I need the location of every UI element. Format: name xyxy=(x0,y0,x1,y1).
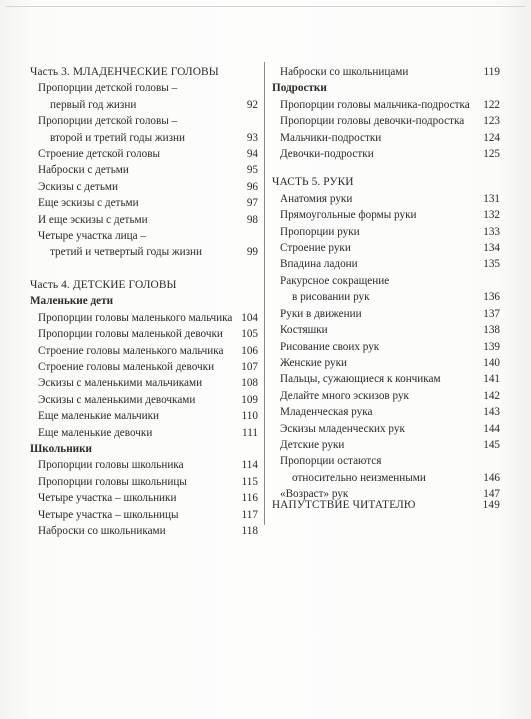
toc-entry[interactable] xyxy=(30,490,262,506)
entry-title-line: Прямоугольные формы руки xyxy=(280,209,417,222)
section-gap xyxy=(272,162,504,174)
entry-page-number: 142 xyxy=(483,389,500,402)
entry-title-line: Женские руки xyxy=(280,356,348,369)
section-subtitle: Школьники xyxy=(30,442,93,455)
entry-title-line: Девочки-подростки xyxy=(280,148,374,161)
entry-title-line: Анатомия руки xyxy=(280,192,353,205)
toc-entry[interactable] xyxy=(30,359,262,375)
entry-page-number: 140 xyxy=(483,356,500,369)
entry-title-line: Пропорции детской головы – xyxy=(38,82,178,95)
toc-entry[interactable] xyxy=(272,191,504,207)
entry-title-line: Четыре участка лица – xyxy=(38,230,146,243)
entry-page-number: 92 xyxy=(246,98,258,111)
entry-title-line: Младенческая рука xyxy=(280,406,373,419)
toc-right-column xyxy=(272,64,504,503)
entry-page-number: 145 xyxy=(483,438,500,451)
entry-title-line: Пропорции головы девочки-подростка xyxy=(280,115,465,128)
section-subtitle: Подростки xyxy=(272,82,327,95)
toc-entry[interactable] xyxy=(30,457,262,473)
toc-entry[interactable] xyxy=(272,64,504,80)
entry-page-number: 143 xyxy=(483,406,500,419)
entry-title-line: Ракурсное сокращение xyxy=(280,274,390,287)
toc-entry[interactable] xyxy=(272,97,504,113)
toc-entry[interactable] xyxy=(30,507,262,523)
entry-title-line: Еще эскизы с детьми xyxy=(38,197,139,210)
entry-page-number: 95 xyxy=(246,164,258,177)
entry-title-line: первый год жизни xyxy=(50,98,137,111)
toc-entry[interactable] xyxy=(272,130,504,146)
entry-page-number: 141 xyxy=(483,373,500,386)
toc-entry[interactable] xyxy=(272,437,504,453)
toc-entry[interactable] xyxy=(30,408,262,424)
entry-title-line: Пропорции головы маленького мальчика xyxy=(38,311,233,324)
entry-title-line: Наброски со школьницами xyxy=(280,66,409,78)
toc-entry[interactable] xyxy=(30,195,262,211)
toc-final-entry xyxy=(272,497,504,513)
toc-entry[interactable] xyxy=(30,425,262,441)
part-title: Часть 4. ДЕТСКИЕ ГОЛОВЫ xyxy=(30,278,177,291)
entry-page-number: 98 xyxy=(246,213,258,226)
entry-title-line: Мальчики-подростки xyxy=(280,131,382,144)
toc-entry[interactable] xyxy=(272,113,504,129)
entry-title-line: Эскизы младенческих рук xyxy=(280,422,405,435)
toc-entry[interactable] xyxy=(272,371,504,387)
entry-page-number: 94 xyxy=(246,148,258,161)
toc-entry[interactable] xyxy=(272,453,504,486)
entry-page-number: 144 xyxy=(483,422,500,435)
toc-entry[interactable] xyxy=(30,375,262,391)
section-gap xyxy=(30,261,262,277)
entry-page-number: 110 xyxy=(241,410,258,423)
entry-page-number: 105 xyxy=(241,328,258,341)
entry-title-line: «Возраст» рук xyxy=(280,488,349,501)
entry-page-number: 99 xyxy=(246,246,258,259)
toc-entry[interactable] xyxy=(272,240,504,256)
toc-entry[interactable] xyxy=(30,326,262,342)
final-entry-title: НАПУТСТВИЕ ЧИТАТЕЛЮ xyxy=(272,499,416,511)
entry-title-line: Впадина ладони xyxy=(280,258,358,271)
entry-page-number: 114 xyxy=(241,459,258,472)
entry-title-line: Строение головы маленькой девочки xyxy=(38,360,215,373)
entry-page-number: 96 xyxy=(246,180,258,193)
entry-page-number: 132 xyxy=(483,209,500,222)
entry-title-line: Наброски со школьниками xyxy=(38,524,166,537)
entry-page-number: 133 xyxy=(483,225,500,238)
entry-title-line: Пропорции головы маленькой девочки xyxy=(38,328,223,341)
entry-title-line: Пропорции детской головы – xyxy=(38,115,178,128)
part-title: ЧАСТЬ 5. РУКИ xyxy=(272,176,354,189)
toc-entry[interactable] xyxy=(272,306,504,322)
entry-title-line: Наброски с детьми xyxy=(38,164,129,177)
entry-page-number: 135 xyxy=(483,258,500,271)
entry-page-number: 134 xyxy=(483,242,500,255)
entry-title-line: Рисование своих рук xyxy=(280,340,380,353)
toc-entry[interactable] xyxy=(272,339,504,355)
toc-entry[interactable] xyxy=(30,523,262,539)
entry-page-number: 106 xyxy=(241,344,258,357)
top-edge-rule xyxy=(6,6,525,7)
entry-page-number: 115 xyxy=(241,475,258,488)
entry-page-number: 137 xyxy=(483,307,500,320)
entry-page-number: 119 xyxy=(483,66,500,78)
entry-title-line: Четыре участка – школьники xyxy=(38,492,177,505)
entry-title-line: Строение руки xyxy=(280,242,351,255)
toc-left-column xyxy=(30,64,262,539)
entry-title-line: Пропорции руки xyxy=(280,225,360,238)
entry-title-line: Руки в движении xyxy=(280,307,362,320)
toc-entry[interactable] xyxy=(272,404,504,420)
entry-page-number: 93 xyxy=(246,131,258,144)
entry-title-line: второй и третий годы жизни xyxy=(50,131,186,144)
entry-page-number: 108 xyxy=(241,377,258,390)
entry-title-line: Детские руки xyxy=(280,438,345,451)
entry-title-line: Четыре участка – школьницы xyxy=(38,508,179,521)
entry-title-line: Строение детской головы xyxy=(38,148,160,161)
section-subtitle: Маленькие дети xyxy=(30,295,114,308)
toc-entry[interactable] xyxy=(272,355,504,371)
entry-page-number: 131 xyxy=(483,192,500,205)
part-title: Часть 3. МЛАДЕНЧЕСКИЕ ГОЛОВЫ xyxy=(30,66,219,78)
entry-page-number: 116 xyxy=(241,492,258,505)
toc-entry[interactable] xyxy=(30,343,262,359)
entry-page-number: 107 xyxy=(241,360,258,373)
entry-page-number: 118 xyxy=(241,524,258,537)
entry-title-line: Пальцы, сужающиеся к кончикам xyxy=(280,373,441,386)
toc-entry[interactable] xyxy=(30,113,262,146)
entry-title-line: Эскизы с маленькими девочками xyxy=(38,393,196,406)
entry-page-number: 136 xyxy=(483,291,500,304)
toc-entry[interactable] xyxy=(30,212,262,228)
toc-entry[interactable] xyxy=(30,179,262,195)
entry-page-number: 125 xyxy=(483,148,500,161)
entry-title-line: третий и четвертый годы жизни xyxy=(50,246,203,259)
toc-entry[interactable] xyxy=(30,228,262,261)
entry-title-line: И еще эскизы с детьми xyxy=(38,213,148,226)
entry-title-line: Пропорции головы мальчика-подростка xyxy=(280,98,470,111)
entry-title-line: Делайте много эскизов рук xyxy=(280,389,409,402)
toc-entry[interactable] xyxy=(272,322,504,338)
entry-title-line: Пропорции головы школьницы xyxy=(38,475,187,488)
entry-title-line: Эскизы с детьми xyxy=(38,180,118,193)
entry-title-line: Еще маленькие девочки xyxy=(38,426,153,439)
entry-title-line: в рисовании рук xyxy=(292,291,370,304)
toc-entry[interactable] xyxy=(272,256,504,272)
entry-page-number: 111 xyxy=(242,426,258,439)
entry-page-number: 109 xyxy=(241,393,258,406)
entry-page-number: 146 xyxy=(483,471,500,484)
toc-entry[interactable] xyxy=(272,273,504,306)
entry-title-line: относительно неизменными xyxy=(292,471,426,484)
entry-page-number: 139 xyxy=(483,340,500,353)
entry-page-number: 97 xyxy=(246,197,258,210)
toc-entry[interactable] xyxy=(30,80,262,113)
entry-title-line: Эскизы с маленькими мальчиками xyxy=(38,377,203,390)
entry-page-number: 104 xyxy=(241,311,258,324)
entry-page-number: 138 xyxy=(483,324,500,337)
entry-page-number: 147 xyxy=(483,488,500,501)
toc-entry[interactable] xyxy=(30,310,262,326)
entry-title-line: Еще маленькие мальчики xyxy=(38,410,160,423)
final-entry-page: 149 xyxy=(482,499,500,511)
entry-page-number: 122 xyxy=(483,98,500,111)
entry-title-line: Пропорции головы школьника xyxy=(38,459,184,472)
toc-entry[interactable] xyxy=(272,146,504,162)
column-divider xyxy=(264,62,265,525)
toc-entry[interactable] xyxy=(30,392,262,408)
entry-page-number: 117 xyxy=(241,508,258,521)
toc-entry[interactable] xyxy=(30,474,262,490)
toc-entry[interactable] xyxy=(272,388,504,404)
toc-entry[interactable] xyxy=(30,146,262,162)
entry-title-line: Костяшки xyxy=(280,324,328,337)
toc-entry[interactable] xyxy=(272,224,504,240)
entry-page-number: 124 xyxy=(483,131,500,144)
toc-entry[interactable] xyxy=(30,162,262,178)
toc-entry[interactable] xyxy=(272,207,504,223)
entry-title-line: Пропорции остаются xyxy=(280,455,382,468)
entry-title-line: Строение головы маленького мальчика xyxy=(38,344,224,357)
toc-entry[interactable] xyxy=(272,421,504,437)
entry-page-number: 123 xyxy=(483,115,500,128)
